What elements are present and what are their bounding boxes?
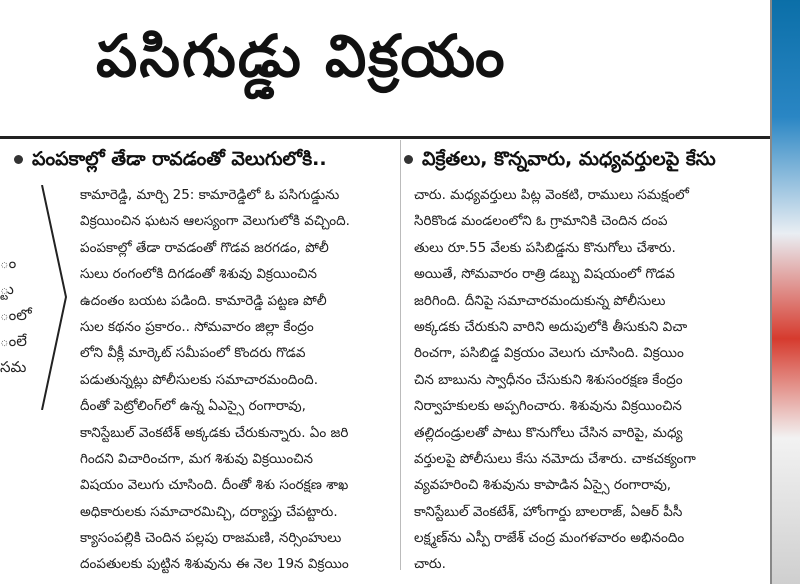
body-line: దంపతులకు పుట్టిన శిశువును ఈ నెల 19న విక్రయిం bbox=[80, 556, 349, 573]
body-line: సిరికొండ మండలంలోని ఓ గ్రామానికి చెందిన దంప bbox=[414, 213, 668, 230]
body-line: అయితే, సోమవారం రాత్రి డబ్బు విషయంలో గొడవ bbox=[414, 266, 675, 283]
fragment-line: ంలో bbox=[0, 306, 32, 324]
body-line: దీంతో పెట్రోలింగ్‌లో ఉన్న ఏఎస్సై రంగారావు, bbox=[80, 398, 306, 415]
body-line: వ్యవహరించి శిశువును కాపాడిన ఏస్సై రంగారావు, bbox=[414, 477, 672, 494]
column-divider bbox=[400, 140, 401, 570]
body-line: అక్కడకు చేరుకుని వారిని అదుపులోకి తీసుకుని విచా bbox=[414, 318, 688, 335]
fragment-line: సమ bbox=[0, 358, 27, 376]
fragment-line: ంలే bbox=[0, 332, 27, 350]
previous-article-fragment bbox=[0, 250, 40, 380]
body-line: లక్ష్మణ్‌ను ఎస్పీ రాజేశ్ చంద్ర మంగళవారం అభినందిం bbox=[414, 530, 685, 547]
body-line: రించగా, పసిబిడ్డ విక్రయం వెలుగు చూసింది. విక్రయిం bbox=[414, 345, 684, 362]
fragment-line: ం bbox=[0, 254, 17, 272]
body-line: తల్లిదండ్రులతో పాటు కొనుగోలు చేసిన వారిపై, మధ్య bbox=[414, 424, 683, 441]
body-line: చారు. మధ్యవర్తులు పిట్ల వెంకటి, రాములు సమక్షంలో bbox=[414, 187, 689, 203]
body-line: నిర్వాహకులకు అప్పగించారు. శిశువును విక్రయించిన bbox=[414, 398, 682, 415]
body-line: కానిస్టేబుల్ వెంకటేశ్ అక్కడకు చేరుకున్నారు. ఏం జరి bbox=[80, 424, 349, 441]
body-line: పడుతున్నట్లు పోలీసులకు సమాచారమందింది. bbox=[80, 371, 318, 388]
column-1-subhead bbox=[14, 146, 327, 172]
body-line: చిన బాబును స్వాధీనం చేసుకుని శిశుసంరక్షణ కేంద్రం bbox=[414, 371, 683, 388]
body-line: కానిస్టేబుల్ వెంకటేశ్, హోంగార్డు బాలరాజ్, ఏఆర్ పీసీ bbox=[414, 503, 683, 520]
body-line: కామారెడ్డి, మార్చి 25: కామారెడ్డిలో ఓ పసిగుడ్డును bbox=[80, 187, 340, 203]
headline-rule bbox=[0, 136, 770, 139]
bullet-icon bbox=[404, 155, 413, 164]
body-line: తులు రూ.55 వేలకు పసిబిడ్డను కొనుగోలు చేశారు. bbox=[414, 239, 676, 256]
body-line: విషయం వెలుగు చూసింది. దీంతో శిశు సంరక్షణ శాఖ bbox=[80, 477, 349, 494]
column-2-subhead bbox=[404, 146, 716, 172]
column-1-subhead-text: పంపకాల్లో తేడా రావడంతో వెలుగులోకి.. bbox=[32, 148, 327, 170]
fragment-line: ్టు bbox=[0, 280, 14, 298]
bullet-icon bbox=[14, 155, 23, 164]
column-2-subhead-text: విక్రేతలు, కొన్నవారు, మధ్యవర్తులపై కేసు bbox=[422, 148, 716, 170]
body-line: లోని వీక్లీ మార్కెట్ సమీపంలో కొందరు గొడవ bbox=[80, 345, 306, 362]
article-headline: పసిగుడ్డు విక్రయం bbox=[96, 22, 507, 90]
body-line: క్యాసంపల్లికి చెందిన పల్లపు రాజమణి, నర్సింహులు bbox=[80, 530, 342, 547]
body-line: పంపకాల్లో తేడా రావడంతో గొడవ జరగడం, పోలీ bbox=[80, 239, 329, 256]
body-line: సులు రంగంలోకి దిగడంతో శిశువు విక్రయించిన bbox=[80, 266, 317, 283]
body-line: జరిగింది. దీనిపై సమాచారమందుకున్న పోలీసులు bbox=[414, 292, 666, 309]
body-line: ఉదంతం బయట పడింది. కామారెడ్డి పట్టణ పోలీ bbox=[80, 292, 327, 309]
adjacent-photo bbox=[772, 0, 800, 584]
chevron-divider-icon bbox=[36, 185, 72, 410]
body-line: అధికారులకు సమాచారమిచ్చి, దర్యాప్తు చేపట్టారు. bbox=[80, 503, 338, 520]
column-1-body bbox=[80, 182, 396, 578]
column-2-body bbox=[414, 182, 766, 578]
body-line: గిందని విచారించగా, మగ శిశువు విక్రయించిన bbox=[80, 450, 314, 467]
body-line: చారు. bbox=[414, 556, 446, 573]
body-line: సుల కథనం ప్రకారం.. సోమవారం జిల్లా కేంద్రం bbox=[80, 318, 314, 335]
body-line: వర్తులపై పోలీసులు కేసు నమోదు చేశారు. చాకచక్యంగా bbox=[414, 450, 696, 467]
body-line: విక్రయించిన ఘటన ఆలస్యంగా వెలుగులోకి వచ్చింది. bbox=[80, 213, 350, 230]
